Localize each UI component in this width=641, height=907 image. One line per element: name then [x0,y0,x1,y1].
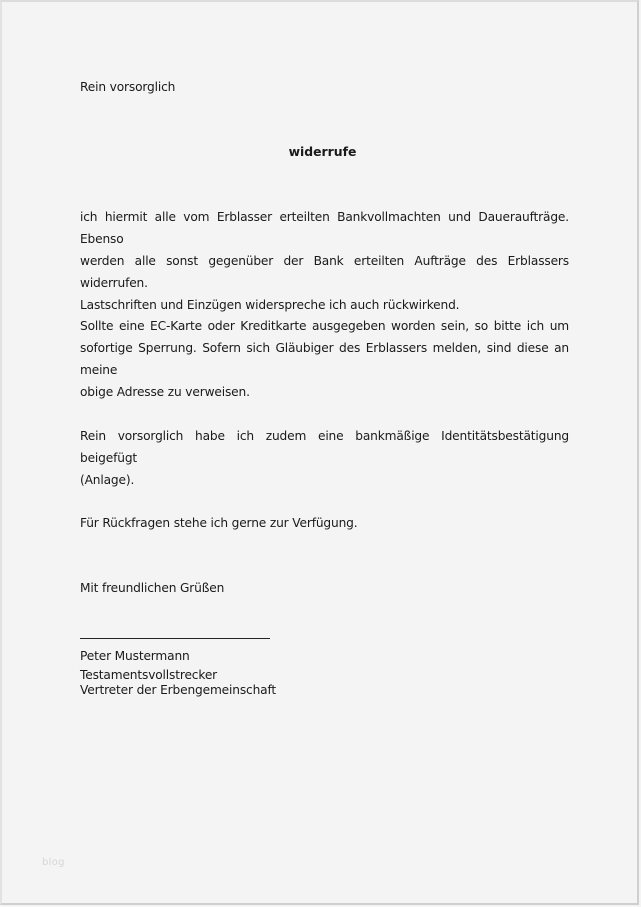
paragraph-line: Rein vorsorglich habe ich zudem eine bankmäßige Identitätsbestätigung beigefügt [80,429,569,465]
closing-greeting: Mit freundlichen Grüßen [80,581,225,595]
paragraph-line: sofortige Sperrung. Sofern sich Gläubiger des Erblassers melden, sind diese an meine [80,341,569,377]
paragraph-identity [80,425,569,491]
paragraph-line: obige Adresse zu verweisen. [80,385,250,399]
heading-widerrufe: widerrufe [288,144,357,159]
watermark: blog [42,857,65,868]
paragraph-line: (Anlage). [80,473,135,487]
paragraph-questions: Für Rückfragen stehe ich gerne zur Verfügung. [80,516,358,530]
opening-line: Rein vorsorglich [80,80,176,94]
paragraph-revocation [80,206,569,316]
signature-role-2: Vertreter der Erbengemeinschaft [80,683,277,697]
signature-role: Testamentsvollstrecker [80,668,218,682]
paragraph-line: werden alle sonst gegenüber der Bank erteilten Aufträge des Erblassers widerrufen. [80,254,569,290]
paragraph-card-block [80,315,569,403]
signature-line [80,638,270,639]
signature-name: Peter Mustermann [80,649,190,663]
paragraph-line: Sollte eine EC-Karte oder Kreditkarte ausgegeben worden sein, so bitte ich um [80,319,569,333]
paragraph-line: ich hiermit alle vom Erblasser erteilten Bankvollmachten und Daueraufträge. Ebenso [80,210,569,246]
paragraph-line: Lastschriften und Einzügen widerspreche ich auch rückwirkend. [80,298,460,312]
